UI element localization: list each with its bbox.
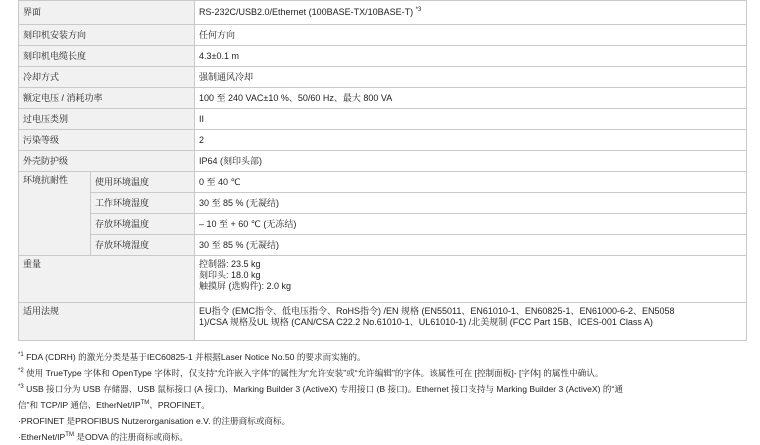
table-row	[19, 25, 747, 46]
row-label: 冷却方式	[19, 67, 195, 88]
row-sublabel: 存放环境湿度	[91, 235, 195, 256]
row-value: 任何方向	[195, 25, 747, 46]
table-row	[19, 172, 747, 193]
row-label: 额定电压 / 消耗功率	[19, 88, 195, 109]
row-value: 30 至 85 % (无凝结)	[195, 193, 747, 214]
row-label: 刻印机电缆长度	[19, 46, 195, 67]
row-label: 污染等级	[19, 130, 195, 151]
row-value: IP64 (刻印头部)	[195, 151, 747, 172]
row-value: 强制通风冷却	[195, 67, 747, 88]
row-value: – 10 至 + 60 ℃ (无冻结)	[195, 214, 747, 235]
law-line: EU指令 (EMC指令、低电压指令、RoHS指令) /EN 规格 (EN55011、EN61010-1、EN60825-1、EN61000-6-2、EN5058	[199, 306, 675, 316]
row-sublabel: 工作环境湿度	[91, 193, 195, 214]
footnote-3: $^{*3}$ USB 接口分为 USB 存储器、USB 鼠标接口 (A 接口)、Marking Builder 3 (ActiveX) 专用接口 (B 接口)。Ethernet 接口支持与 Marking Builder 3 (ActiveX) 的“通	[18, 384, 623, 394]
table-row	[19, 1, 747, 25]
row-value: 100 至 240 VAC±10 %、50/60 Hz、最大 800 VA	[195, 88, 747, 109]
weight-line: 触摸屏 (选购件): 2.0 kg	[199, 281, 292, 291]
table-row	[19, 109, 747, 130]
weight-line: 刻印头: 18.0 kg	[199, 270, 261, 280]
row-sublabel: 存放环境温度	[91, 214, 195, 235]
footnote-2: $^{*2}$ 使用 TrueType 字体和 OpenType 字体时，仅支持“允许嵌入字体”的属性为“允许安装”或“允许编辑”的字体。该属性可在 [控制面板]- [字体] 的属性中确认。	[18, 368, 604, 378]
weight-line: 控制器: 23.5 kg	[199, 259, 261, 269]
table-row	[19, 130, 747, 151]
row-sublabel: 使用环境温度	[91, 172, 195, 193]
table-row	[19, 88, 747, 109]
row-label: 适用法规	[19, 303, 195, 341]
table-row	[19, 46, 747, 67]
row-label: 刻印机安装方向	[19, 25, 195, 46]
row-label: 重量	[19, 256, 195, 303]
row-label: 过电压类别	[19, 109, 195, 130]
env-group-label: 环境抗耐性	[19, 172, 91, 256]
table-row	[19, 303, 747, 341]
row-value: RS-232C/USB2.0/Ethernet (100BASE-TX/10BASE-T) $^{*3}$	[195, 1, 747, 25]
spec-sheet	[18, 0, 746, 445]
row-value: 4.3±0.1 m	[195, 46, 747, 67]
row-label: 界面	[19, 1, 195, 25]
row-value: II	[195, 109, 747, 130]
table-row	[19, 193, 747, 214]
footnote-1: $^{*1}$ FDA (CDRH) 的激光分类是基于IEC60825-1 并根据Laser Notice No.50 的要求而实施的。	[18, 352, 366, 362]
row-value	[195, 256, 747, 303]
row-value: 30 至 85 % (无凝结)	[195, 235, 747, 256]
table-row	[19, 256, 747, 303]
trademark-note-ethernetip: ·EtherNet/IP™ 是ODVA 的注册商标或商标。	[18, 432, 188, 442]
row-value: 2	[195, 130, 747, 151]
table-row	[19, 235, 747, 256]
row-label: 外壳防护级	[19, 151, 195, 172]
table-row	[19, 151, 747, 172]
trademark-note-profinet: ·PROFINET 是PROFIBUS Nutzerorganisation e.V. 的注册商标或商标。	[18, 416, 291, 426]
table-row	[19, 214, 747, 235]
table-row	[19, 67, 747, 88]
law-line: 1)/CSA 规格及UL 规格 (CAN/CSA C22.2 No.61010-1、UL61010-1) /北美规制 (FCC Part 15B、ICES-001 Class A)	[199, 317, 653, 327]
footnote-3-cont: 信”和 TCP/IP 通信、EtherNet/IP™、PROFINET。	[18, 400, 210, 410]
footnotes	[18, 349, 746, 445]
row-value	[195, 303, 747, 341]
spec-table	[18, 0, 747, 341]
row-value: 0 至 40 ℃	[195, 172, 747, 193]
footnote-mark: *3	[415, 7, 422, 13]
